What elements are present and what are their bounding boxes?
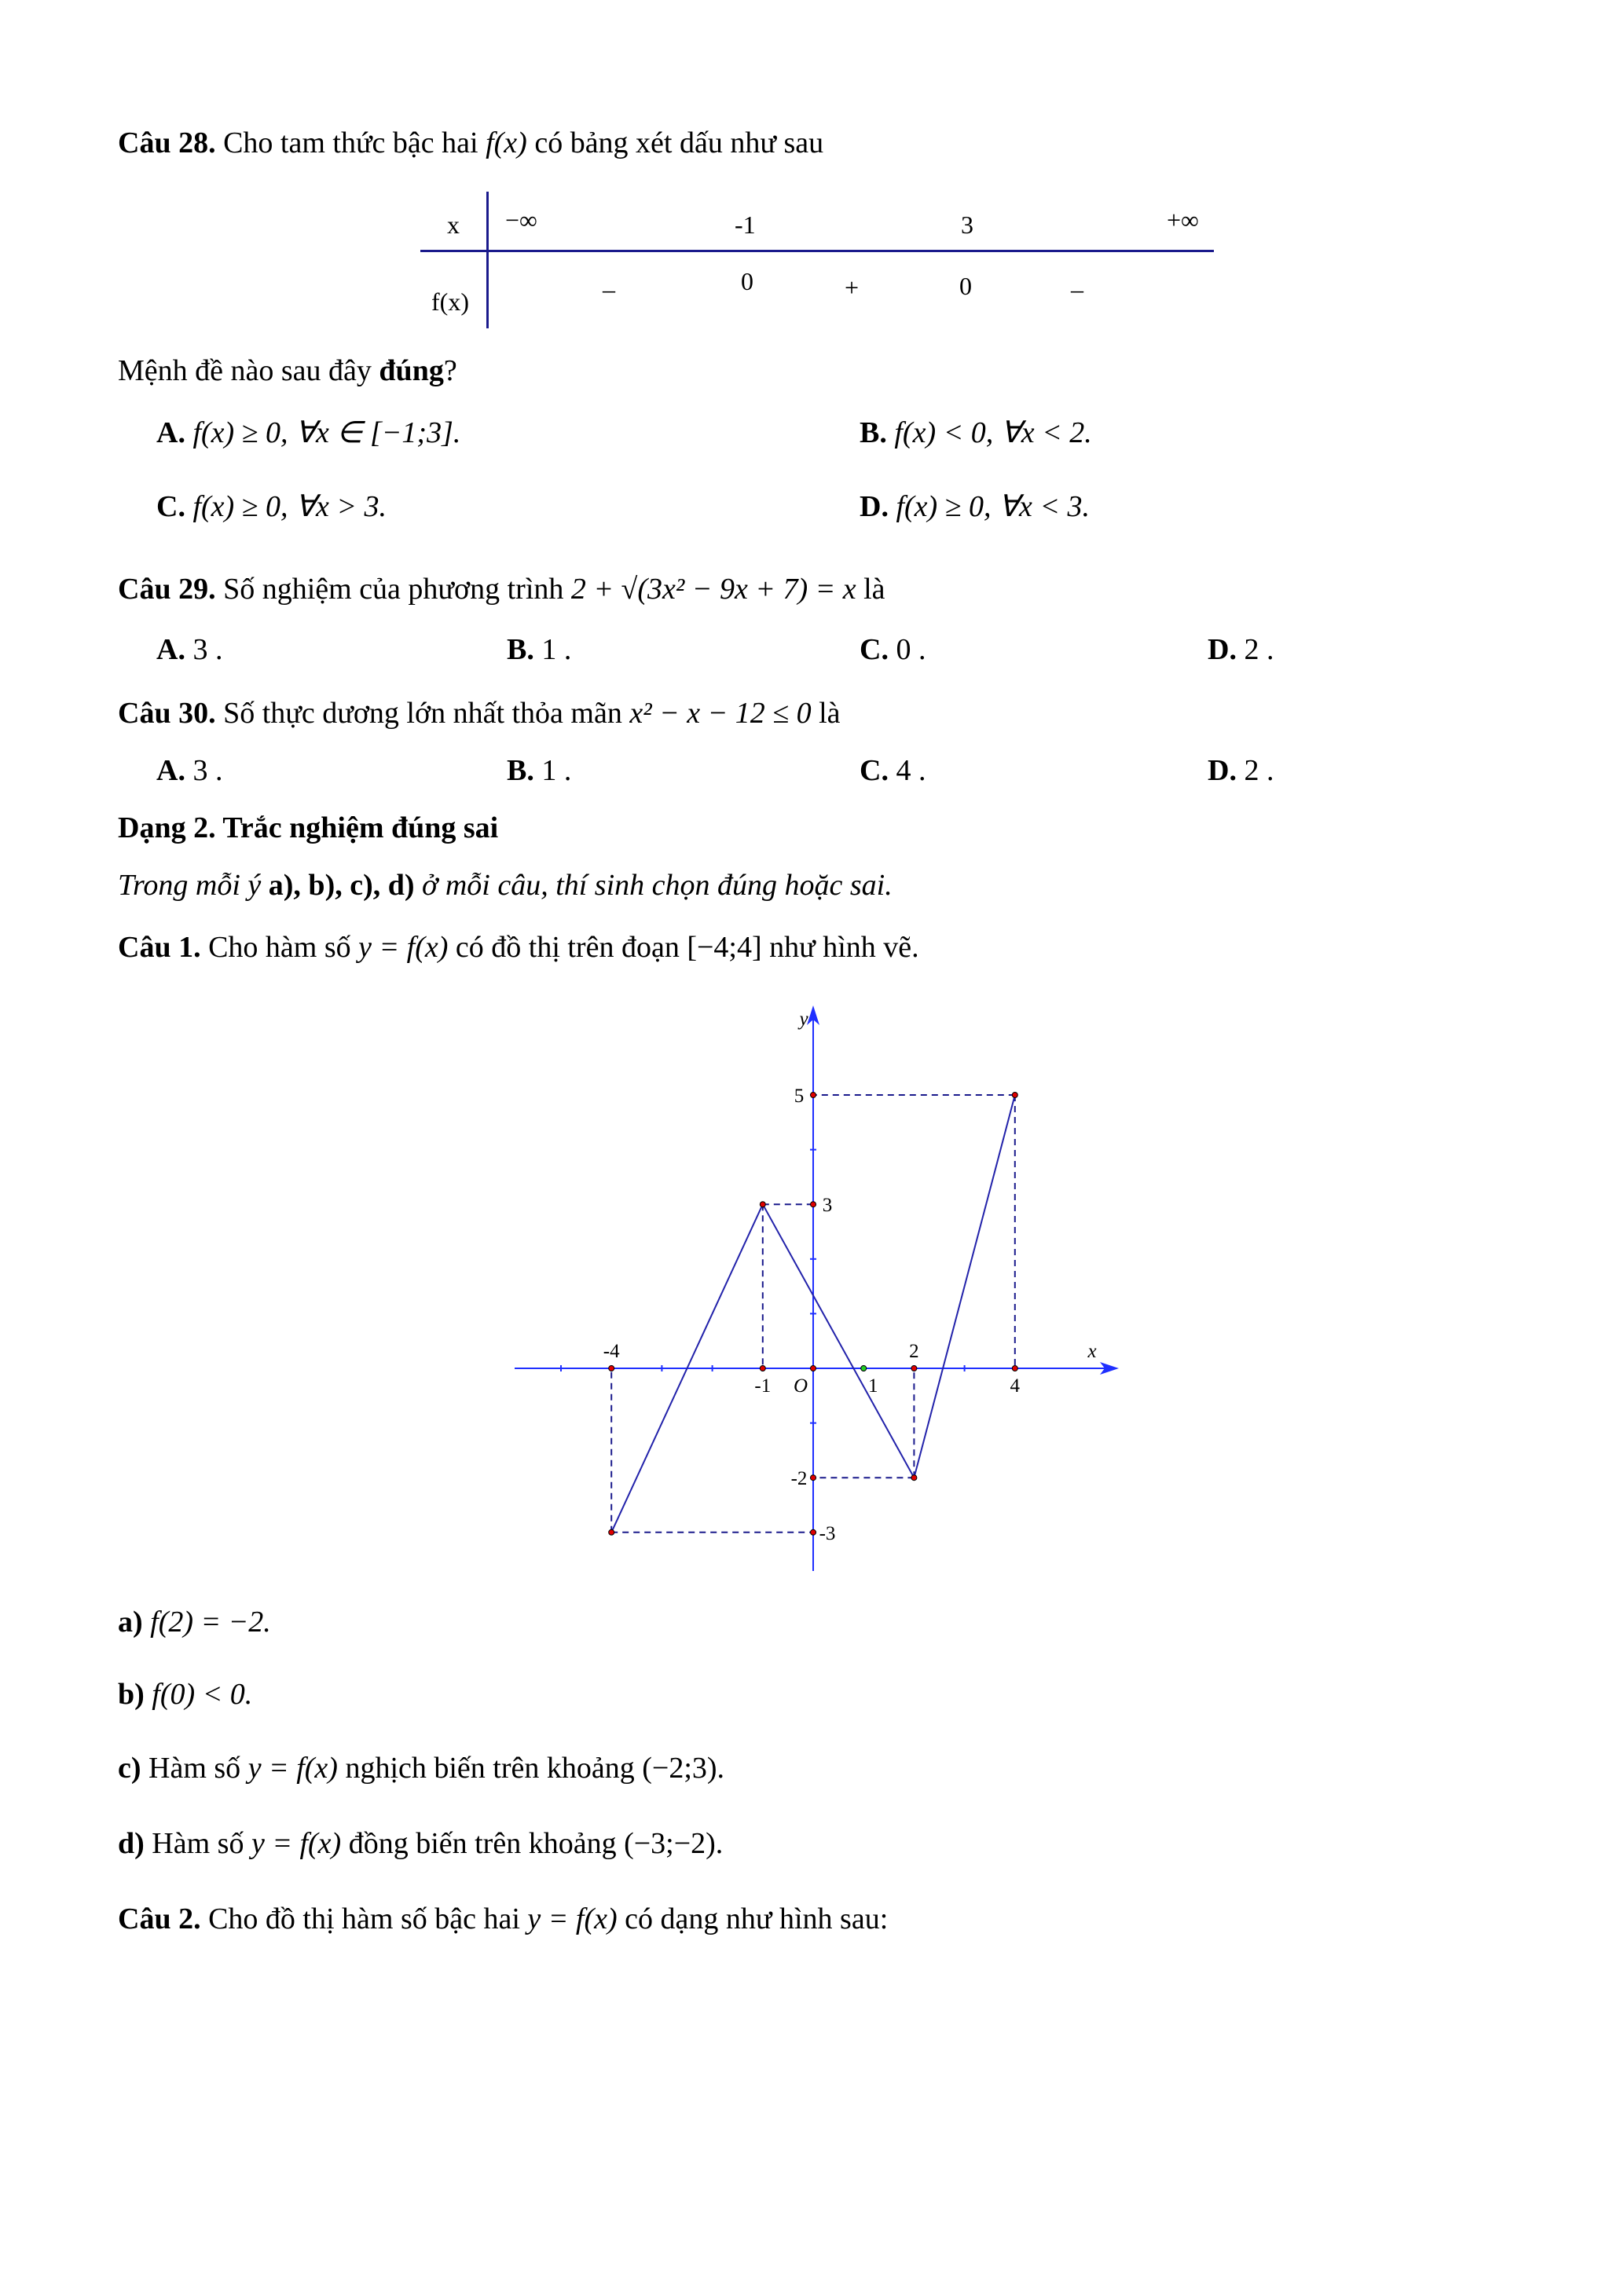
option-value: 3 . xyxy=(192,633,223,666)
option-label: D. xyxy=(1208,633,1237,666)
instr-text: ở mỗi câu, thí sinh chọn đúng hoặc sai. xyxy=(414,869,893,902)
statement-label: d) xyxy=(118,1827,145,1860)
question-1 xyxy=(118,930,919,965)
instr-text: Trong mỗi ý xyxy=(118,869,269,902)
x-value: 3 xyxy=(961,211,973,239)
row-head-fx: f(x) xyxy=(431,287,469,316)
x-value: -1 xyxy=(735,211,756,239)
option-value: 0 . xyxy=(896,633,926,666)
q-text: là xyxy=(856,573,885,606)
q-math: y = f(x) xyxy=(527,1902,618,1935)
option-value: 3 . xyxy=(192,754,223,787)
x-foot-point xyxy=(760,1366,765,1371)
option-a[interactable] xyxy=(156,632,222,667)
section-instructions xyxy=(118,868,893,903)
x-foot-point xyxy=(911,1366,917,1371)
origin-point xyxy=(811,1366,816,1371)
y-tick-label: 3 xyxy=(822,1195,833,1217)
option-value: 4 . xyxy=(896,754,926,787)
x-tick-label: 2 xyxy=(909,1341,919,1362)
y-foot-point xyxy=(811,1093,816,1098)
option-label: A. xyxy=(156,416,185,449)
statement-math: (−3;−2). xyxy=(624,1827,724,1860)
option-math: f(x) < 0, ∀x < 2. xyxy=(894,416,1092,449)
option-label: B. xyxy=(507,633,534,666)
sign: – xyxy=(1071,275,1083,303)
y-tick-label: 5 xyxy=(794,1086,805,1107)
statement-text: Hàm số xyxy=(141,1752,248,1785)
x-tick-label: 4 xyxy=(1010,1375,1021,1397)
table-divider xyxy=(420,250,1214,252)
x-tick-label: -4 xyxy=(603,1341,620,1362)
option-value: 2 . xyxy=(1244,633,1274,666)
y-foot-point xyxy=(811,1529,816,1535)
unit-point xyxy=(861,1366,867,1371)
option-c[interactable] xyxy=(860,632,926,667)
q-math: y = f(x) xyxy=(358,931,449,964)
sign: 0 xyxy=(959,272,972,300)
option-math: f(x) ≥ 0, ∀x < 3. xyxy=(896,490,1091,523)
q-label: Câu 30. xyxy=(118,697,216,730)
option-math: f(x) ≥ 0, ∀x ∈ [−1;3]. xyxy=(192,416,461,449)
statement-math: (−2;3). xyxy=(642,1752,725,1785)
function-graph xyxy=(503,990,1131,1571)
option-d[interactable] xyxy=(1208,632,1274,667)
q-label: Câu 1. xyxy=(118,931,201,964)
option-label: B. xyxy=(507,754,534,787)
option-label: D. xyxy=(860,490,889,523)
prompt-end: ? xyxy=(443,354,457,387)
option-label: A. xyxy=(156,754,185,787)
q-math: x² − x − 12 ≤ 0 xyxy=(629,697,812,730)
statement-math: y = f(x) xyxy=(247,1752,338,1785)
statement-label: b) xyxy=(118,1678,145,1711)
x-foot-point xyxy=(609,1366,614,1371)
option-d[interactable] xyxy=(1208,753,1274,788)
q-label: Câu 28. xyxy=(118,126,216,159)
y-tick-label: -2 xyxy=(790,1468,808,1490)
graph-point xyxy=(760,1202,765,1207)
q-text: Cho hàm số xyxy=(200,931,359,964)
statement-label: a) xyxy=(118,1606,143,1639)
statement-label: c) xyxy=(118,1752,141,1785)
y-tick-label: -3 xyxy=(819,1522,836,1544)
row-head-x: x xyxy=(447,211,460,239)
q-math: 2 + √(3x² − 9x + 7) = x xyxy=(570,573,856,606)
q-text: là xyxy=(811,697,841,730)
option-c[interactable] xyxy=(156,489,387,524)
statement-math: f(0) < 0. xyxy=(152,1678,253,1711)
table-divider xyxy=(486,192,489,328)
option-b[interactable] xyxy=(860,416,1092,450)
statement-text: nghịch biến trên khoảng xyxy=(337,1752,643,1785)
option-label: C. xyxy=(156,490,185,523)
statement-text: Hàm số xyxy=(144,1827,251,1860)
q-text: Cho đồ thị hàm số bậc hai xyxy=(200,1902,528,1935)
option-label: A. xyxy=(156,633,185,666)
x-foot-point xyxy=(1012,1366,1017,1371)
statement-math: y = f(x) xyxy=(251,1827,342,1860)
statement-d[interactable] xyxy=(118,1826,723,1861)
statement-text: đồng biến trên khoảng xyxy=(341,1827,625,1860)
q-text: Số thực dương lớn nhất thỏa mãn xyxy=(215,697,630,730)
statement-b[interactable] xyxy=(118,1677,252,1712)
question-30 xyxy=(118,696,841,731)
statement-text xyxy=(143,1606,151,1639)
y-foot-point xyxy=(811,1475,816,1481)
y-axis-label: y xyxy=(799,1009,808,1030)
sign: 0 xyxy=(741,267,753,295)
option-c[interactable] xyxy=(860,753,926,788)
statement-a[interactable] xyxy=(118,1605,271,1639)
instr-bold: a), b), c), d) xyxy=(268,869,415,902)
x-tick-label: 1 xyxy=(867,1375,878,1397)
prompt-text: Mệnh đề nào sau đây xyxy=(118,354,379,387)
option-a[interactable] xyxy=(156,416,460,450)
graph-point xyxy=(911,1475,917,1481)
section-title-text: Dạng 2. Trắc nghiệm đúng sai xyxy=(118,811,499,844)
option-label: C. xyxy=(860,754,889,787)
question-29 xyxy=(118,572,885,606)
option-label: B. xyxy=(860,416,887,449)
x-axis-label: x xyxy=(1087,1341,1097,1362)
section-title xyxy=(118,811,498,845)
sign: + xyxy=(845,273,860,302)
x-tick-label: -1 xyxy=(754,1375,772,1397)
option-label: C. xyxy=(860,633,889,666)
q-text: có đồ thị trên đoạn xyxy=(448,931,687,964)
option-math: f(x) ≥ 0, ∀x > 3. xyxy=(192,490,387,523)
sign-table xyxy=(420,189,1214,330)
q-text: Cho tam thức bậc hai xyxy=(215,126,486,159)
option-d[interactable] xyxy=(860,489,1090,524)
statement-text xyxy=(145,1678,152,1711)
x-value: −∞ xyxy=(505,206,537,234)
q-math: [−4;4] xyxy=(687,931,762,964)
option-b[interactable] xyxy=(507,632,571,667)
y-foot-point xyxy=(811,1202,816,1207)
graph-point xyxy=(609,1529,614,1535)
origin-label: O xyxy=(793,1375,808,1397)
q28-prompt xyxy=(118,353,457,388)
q-math: f(x) xyxy=(486,126,527,159)
graph-point xyxy=(1012,1093,1017,1098)
q-text: có dạng như hình sau: xyxy=(617,1902,889,1935)
q-label: Câu 29. xyxy=(118,573,216,606)
q-text: như hình vẽ. xyxy=(761,931,919,964)
statement-c[interactable] xyxy=(118,1751,724,1785)
x-value: +∞ xyxy=(1167,206,1199,234)
option-a[interactable] xyxy=(156,753,222,788)
statement-math: f(2) = −2. xyxy=(150,1606,271,1639)
option-b[interactable] xyxy=(507,753,571,788)
option-value: 1 . xyxy=(541,754,572,787)
option-value: 2 . xyxy=(1244,754,1274,787)
question-2 xyxy=(118,1902,888,1936)
option-label: D. xyxy=(1208,754,1237,787)
question-28 xyxy=(118,126,823,160)
q-text: có bảng xét dấu như sau xyxy=(526,126,824,159)
option-value: 1 . xyxy=(541,633,572,666)
sign: – xyxy=(603,275,615,303)
prompt-bold: đúng xyxy=(379,354,444,387)
q-label: Câu 2. xyxy=(118,1902,201,1935)
q-text: Số nghiệm của phương trình xyxy=(215,573,571,606)
